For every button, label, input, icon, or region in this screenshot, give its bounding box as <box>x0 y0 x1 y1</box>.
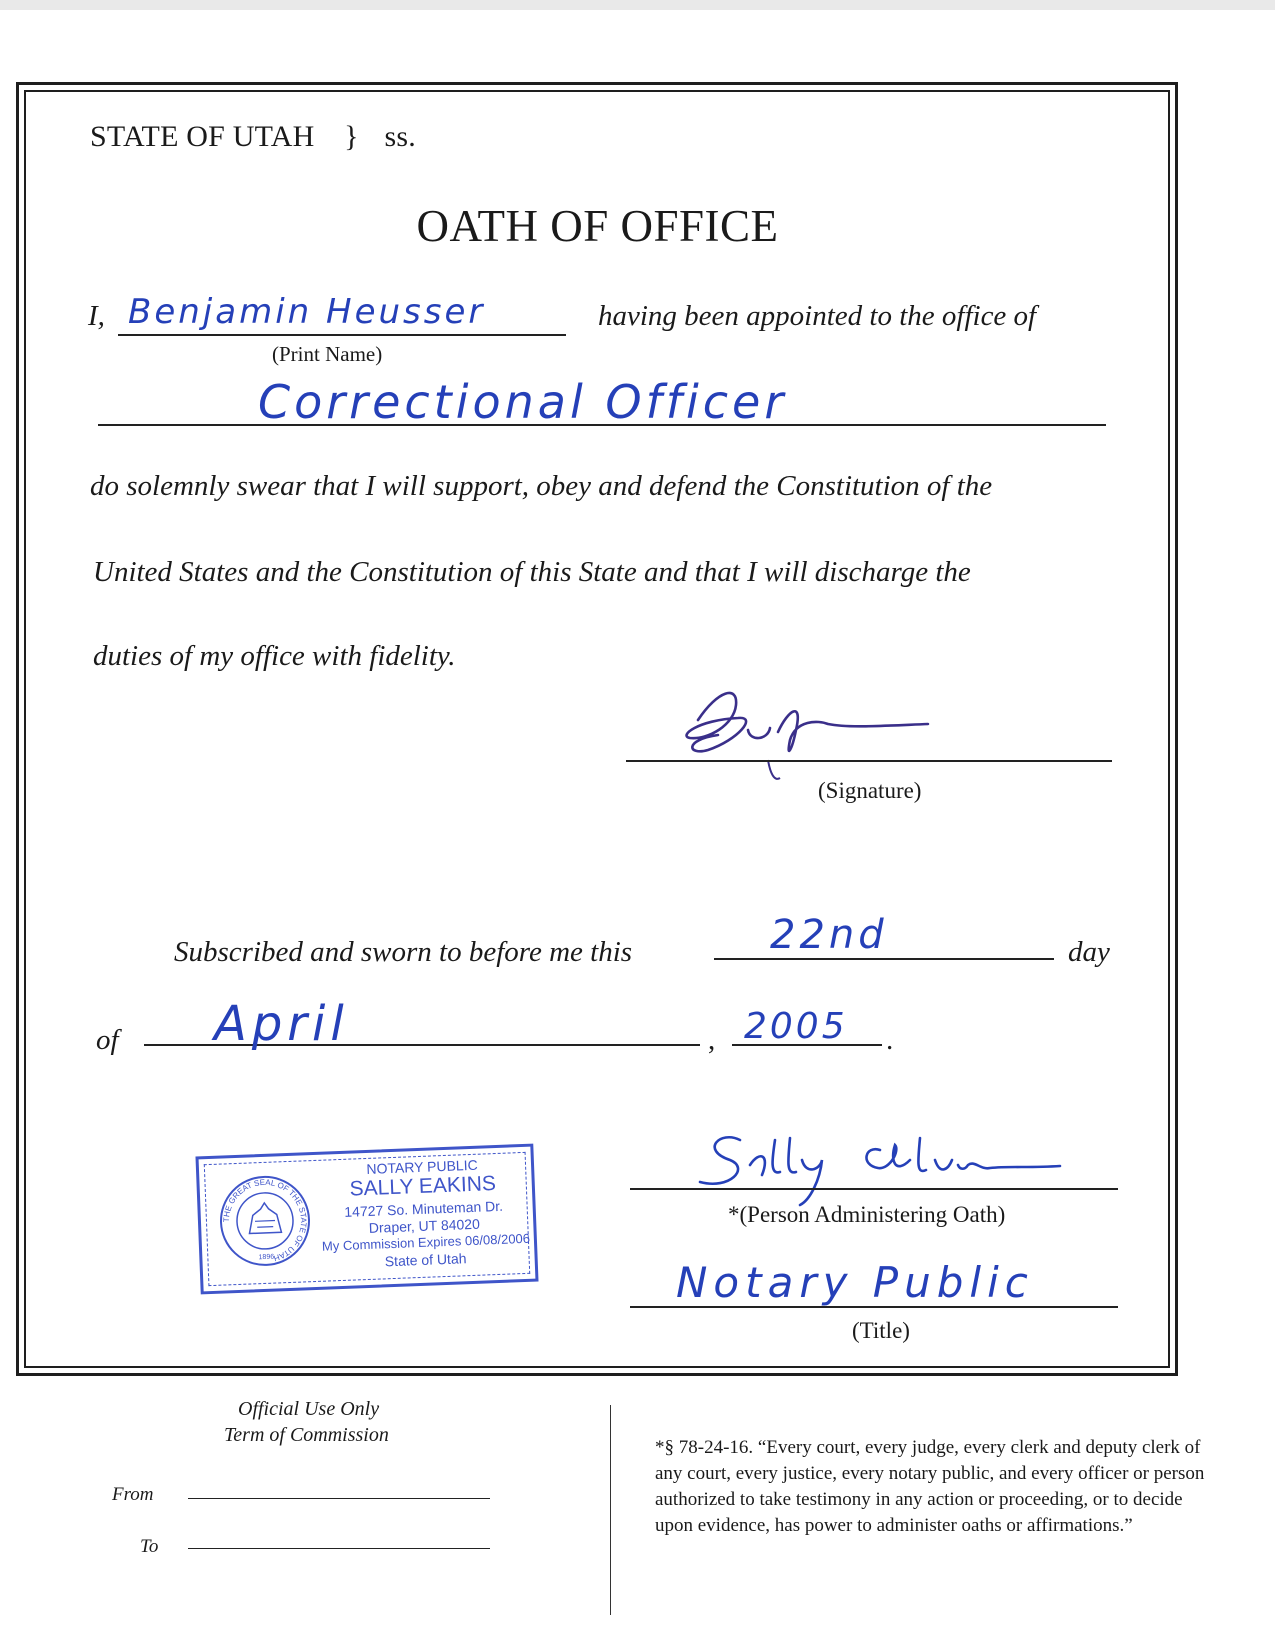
stamp-line-5: My Commission Expires 06/08/2006 <box>321 1230 531 1254</box>
date-period: . <box>886 1024 894 1056</box>
to-label: To <box>140 1536 159 1557</box>
from-label: From <box>112 1484 154 1505</box>
from-line <box>188 1498 490 1499</box>
title-line <box>630 1306 1118 1308</box>
notary-stamp <box>195 1144 538 1295</box>
name-handwritten: Benjamin Heusser <box>128 292 486 332</box>
title-handwritten: Notary Public <box>676 1258 1034 1307</box>
oath-line-2: United States and the Constitution of this State and that I will discharge the <box>93 556 971 588</box>
year-handwritten: 2005 <box>744 1006 848 1047</box>
day-line <box>714 958 1054 960</box>
administrator-line <box>630 1188 1118 1190</box>
day-label: day <box>1068 936 1110 968</box>
signature-caption: (Signature) <box>818 778 922 803</box>
stamp-line-3: 14727 So. Minuteman Dr. <box>344 1197 504 1220</box>
stamp-line-6: State of Utah <box>384 1250 467 1270</box>
footer-divider <box>610 1405 611 1615</box>
official-use-subtitle: Term of Commission <box>224 1424 389 1446</box>
of-label: of <box>96 1024 119 1056</box>
statute-citation: *§ 78-24-16. “Every court, every judge, every clerk and deputy clerk of any court, every justice, every notary public, and every officer or person authorized to take testimony in any action or proceeding, or to decide upon evidence, has power to administer oaths or affirmations.” <box>655 1437 1205 1536</box>
title-caption: (Title) <box>852 1318 910 1343</box>
official-use-title: Official Use Only <box>238 1398 380 1420</box>
stamp-line-4: Draper, UT 84020 <box>368 1215 481 1236</box>
appointed-text: having been appointed to the office of <box>598 300 1037 332</box>
seal-year: 1896 <box>258 1253 275 1262</box>
subscribed-text: Subscribed and sworn to before me this <box>174 936 633 968</box>
stamp-line-2: SALLY EAKINS <box>349 1172 497 1201</box>
state-seal-icon <box>217 1173 312 1268</box>
document-title: OATH OF OFFICE <box>416 201 779 251</box>
administrator-caption: *(Person Administering Oath) <box>728 1202 1006 1227</box>
month-handwritten: April <box>214 996 349 1052</box>
oath-line-3: duties of my office with fidelity. <box>93 640 456 672</box>
stamp-line-1: NOTARY PUBLIC <box>366 1156 478 1177</box>
office-handwritten: Correctional Officer <box>258 375 788 429</box>
venue-header <box>90 120 416 154</box>
venue-brace: } <box>344 120 359 153</box>
date-comma: , <box>708 1024 716 1056</box>
ss-label: ss. <box>384 120 416 153</box>
day-handwritten: 22nd <box>770 912 888 958</box>
oath-line-1: do solemnly swear that I will support, obey and defend the Constitution of the <box>90 470 993 502</box>
to-line <box>188 1548 490 1549</box>
i-label: I, <box>88 300 105 332</box>
name-caption: (Print Name) <box>272 342 383 366</box>
scan-top-edge <box>0 0 1275 10</box>
signature-line <box>626 760 1112 762</box>
name-line <box>118 334 566 336</box>
seal-ring-text: THE GREAT SEAL OF THE STATE OF UTAH <box>221 1177 309 1263</box>
state-label: STATE OF UTAH <box>90 120 315 153</box>
